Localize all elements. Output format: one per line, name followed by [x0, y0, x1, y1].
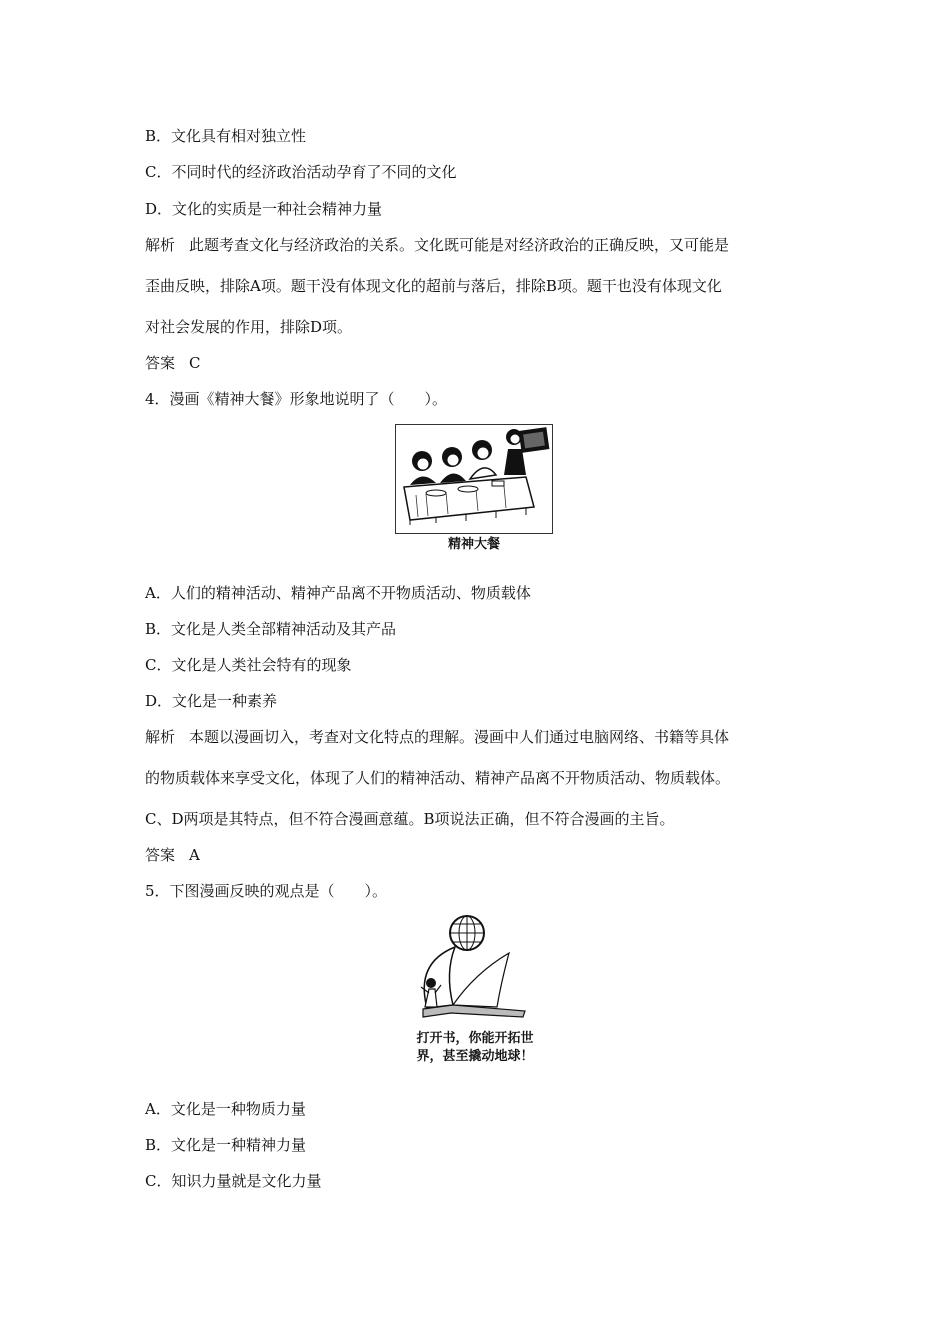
analysis-label: 解析 [145, 236, 176, 254]
q3-analysis-line-3: 对社会发展的作用，排除D项。 [145, 318, 353, 336]
q4-analysis-line-2: 的物质载体来享受文化，体现了人们的精神活动、精神产品离不开物质活动、物质载体。 [145, 769, 731, 787]
q5-stem: 5．下图漫画反映的观点是（ ）。 [145, 882, 388, 900]
answer-label: 答案 [145, 354, 176, 372]
q5-option-b: B．文化是一种精神力量 [145, 1136, 307, 1154]
q4-analysis-line-1: 解析 本题以漫画切入，考查对文化特点的理解。漫画中人们通过电脑网络、书籍等具体 [145, 728, 730, 746]
cartoon-spiritual-feast-drawing [396, 425, 552, 533]
cartoon-book-globe [405, 913, 545, 1028]
cartoon-book-globe-drawing [405, 913, 545, 1028]
figure2-caption-line-1: 打开书，你能开拓世 [416, 1031, 534, 1046]
q4-option-d: D．文化是一种素养 [145, 692, 278, 710]
q4-stem: 4．漫画《精神大餐》形象地说明了（ ）。 [145, 390, 448, 408]
q3-option-b: B．文化具有相对独立性 [145, 127, 307, 145]
cartoon-spiritual-feast [395, 424, 553, 534]
q5-option-c: C．知识力量就是文化力量 [145, 1172, 322, 1190]
answer-label: 答案 [145, 846, 176, 864]
analysis-label: 解析 [145, 728, 176, 746]
q3-analysis-line-2: 歪曲反映，排除A项。题干没有体现文化的超前与落后，排除B项。题干也没有体现文化 [145, 277, 722, 295]
q3-option-c: C．不同时代的经济政治活动孕育了不同的文化 [145, 163, 457, 181]
q4-option-a: A．人们的精神活动、精神产品离不开物质活动、物质载体 [145, 584, 531, 602]
q4-analysis-line-3: C、D两项是其特点，但不符合漫画意蕴。B项说法正确，但不符合漫画的主旨。 [145, 810, 675, 828]
figure2-caption-line-2: 界，甚至撬动地球！ [416, 1049, 534, 1064]
q4-answer: 答案 A [145, 846, 200, 864]
q4-option-c: C．文化是人类社会特有的现象 [145, 656, 352, 674]
q3-analysis-line-1: 解析 此题考查文化与经济政治的关系。文化既可能是对经济政治的正确反映，又可能是 [145, 236, 730, 254]
q4-option-b: B．文化是人类全部精神活动及其产品 [145, 620, 397, 638]
q5-option-a: A．文化是一种物质力量 [145, 1100, 306, 1118]
figure1-caption: 精神大餐 [447, 537, 500, 552]
q3-option-d: D．文化的实质是一种社会精神力量 [145, 200, 383, 218]
q3-answer: 答案 C [145, 354, 201, 372]
